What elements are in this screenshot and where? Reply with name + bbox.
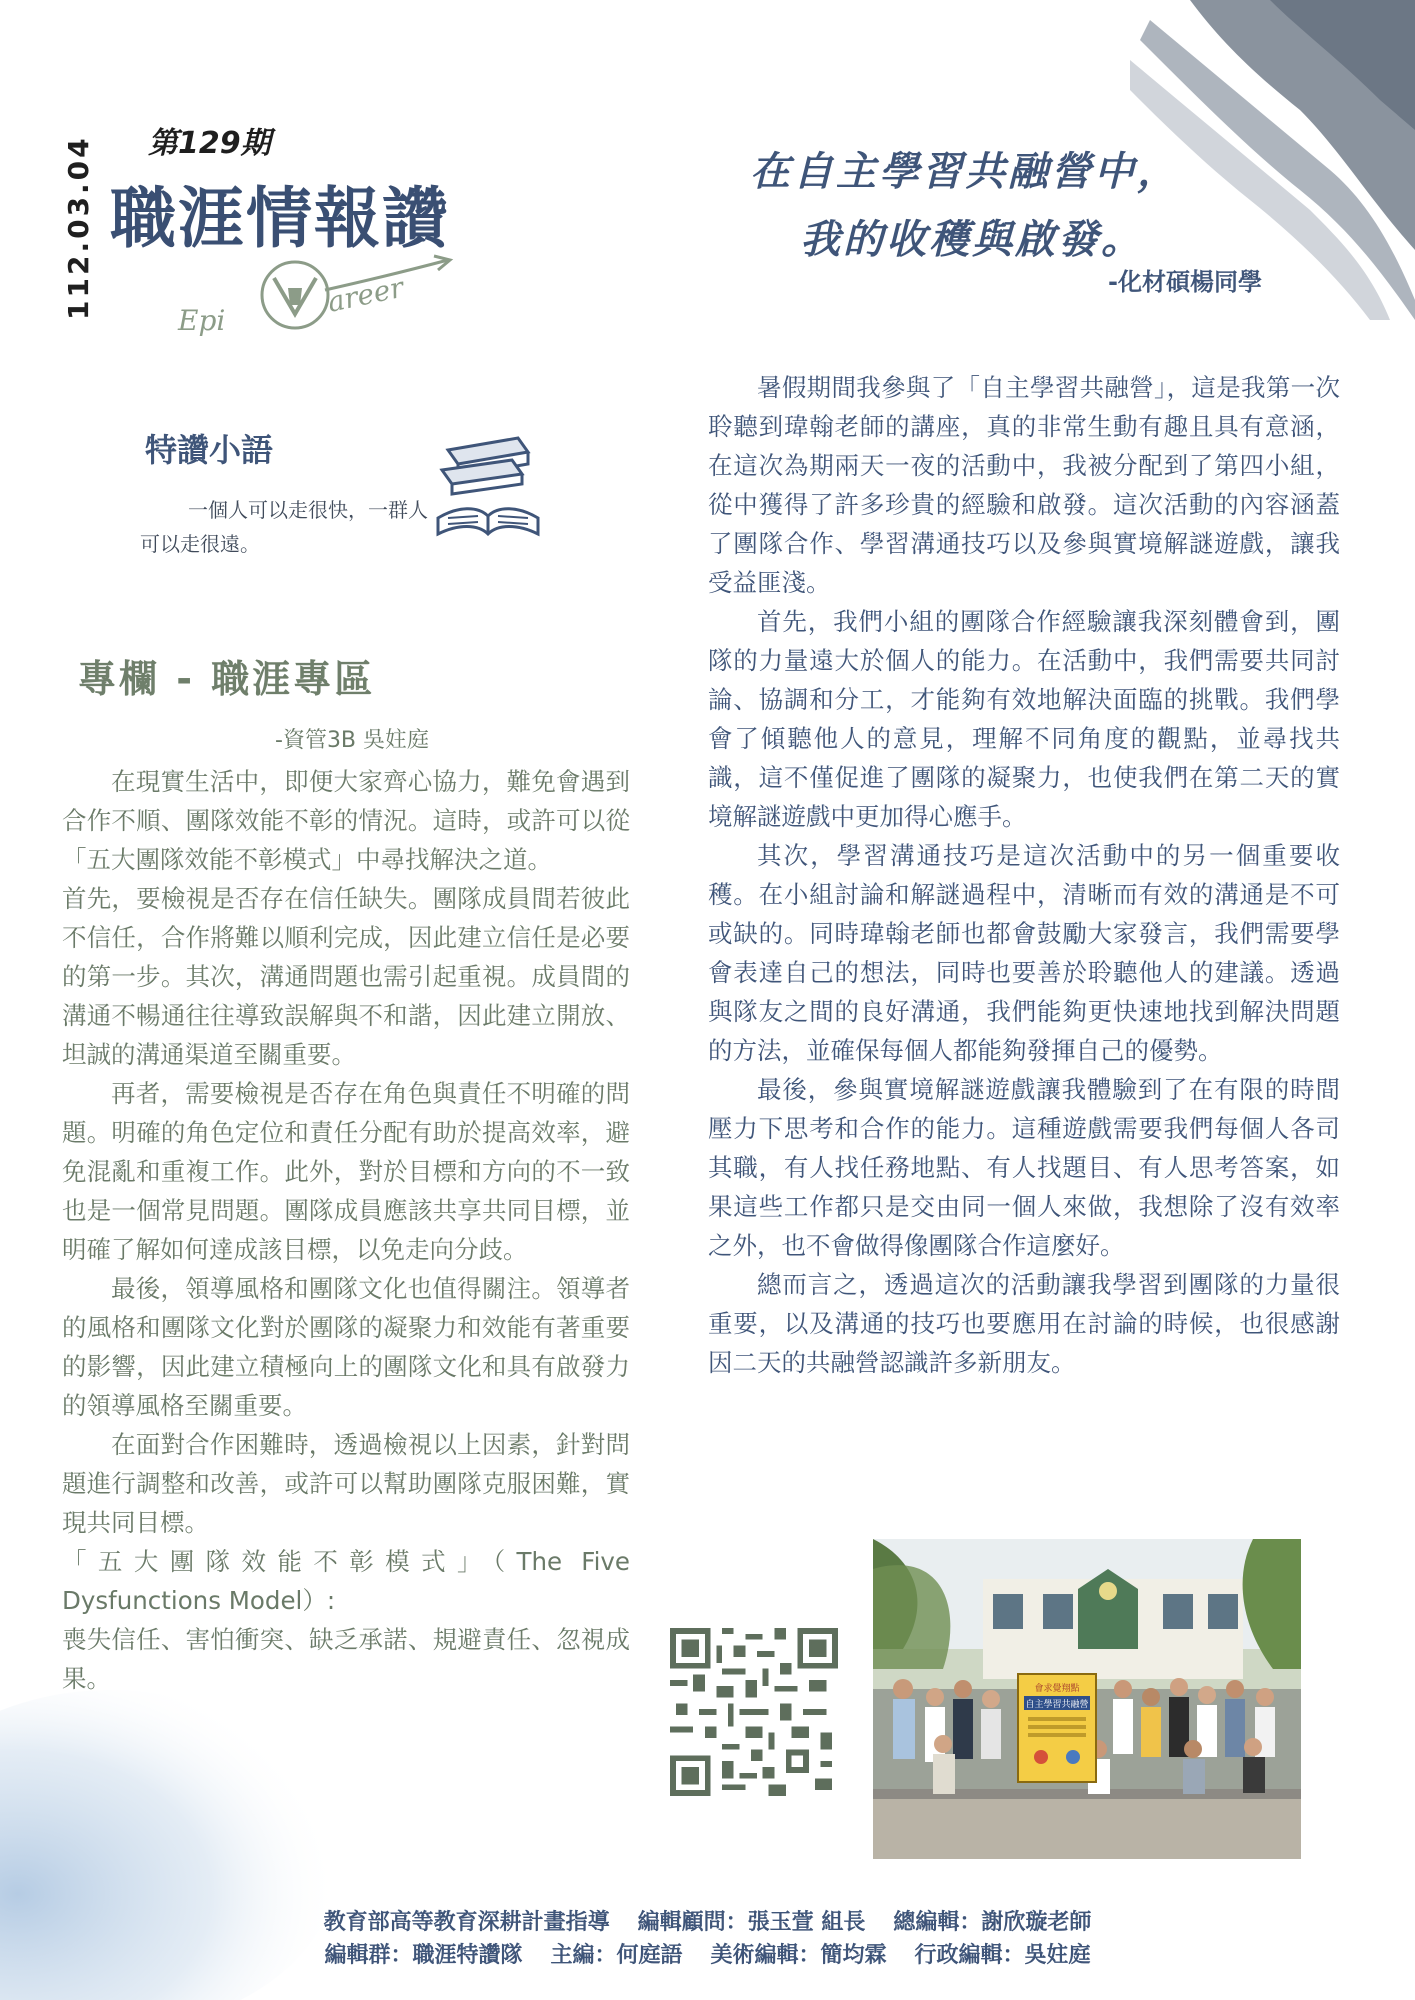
credit-item: 編輯群：職涯特讚隊	[324, 1943, 523, 1968]
column-paragraph: 喪失信任、害怕衝突、缺乏承諾、規避責任、忽視成果。	[62, 1625, 630, 1693]
article-paragraph: 其次，學習溝通技巧是這次活動中的另一個重要收穫。在小組討論和解謎過程中，清晰而有效的溝通是不可或缺的。同時瑋翰老師也都會鼓勵大家發言，我們需要學會表達自己的想法，同時也要善於聆聽他人的建議。透過與隊友之間的良好溝通，我們能夠更快速地找到解決問題的方法，並確保每個人都能夠發揮自己的優勢。	[708, 841, 1340, 1065]
svg-text:Epi: Epi	[178, 304, 226, 337]
issue-number: 第129期	[148, 126, 271, 161]
qr-code[interactable]	[670, 1628, 838, 1796]
column-paragraph: 最後，領導風格和團隊文化也值得關注。領導者的風格和團隊文化對於團隊的凝聚力和效能有著重要的影響，因此建立積極向上的團隊文化和具有啟發力的領導風格至關重要。	[62, 1274, 630, 1420]
credits-footer	[0, 1906, 1415, 1972]
svg-text:會求覺翔點: 會求覺翔點	[1034, 1684, 1080, 1694]
column-title: 專欄 - 職涯專區	[78, 657, 376, 701]
event-group-photo	[873, 1539, 1301, 1859]
svg-text:自主學習共融營: 自主學習共融營	[1025, 1700, 1089, 1710]
article-body	[708, 368, 1340, 1382]
article-author: -化材碩楊同學	[1108, 268, 1262, 296]
article-title-line2: 我的收穫與啟發。	[800, 217, 1144, 263]
column-paragraph: 在現實生活中，即便大家齊心協力，難免會遇到合作不順、團隊效能不彰的情況。這時，或許可以從「五大團隊效能不彰模式」中尋找解決之道。	[62, 767, 630, 874]
credit-item: 教育部高等教育深耕計畫指導	[323, 1910, 610, 1935]
credit-item: 主編：何庭語	[550, 1943, 683, 1968]
column-paragraph: 再者，需要檢視是否存在角色與責任不明確的問題。明確的角色定位和責任分配有助於提高效率，避免混亂和重複工作。此外，對於目標和方向的不一致也是一個常見問題。團隊成員應該共享共同目標，並明確了解如何達成該目標，以免走向分歧。	[62, 1079, 630, 1264]
books-icon	[428, 430, 546, 542]
issue-date: 112.03.04	[62, 135, 95, 320]
article-paragraph: 最後，參與實境解謎遊戲讓我體驗到了在有限的時間壓力下思考和合作的能力。這種遊戲需要我們每個人各司其職，有人找任務地點、有人找題目、有人思考答案，如果這些工作都只是交由同一個人來做，我想除了沒有效率之外，也不會做得像團隊合作這麼好。	[708, 1075, 1340, 1260]
tagline-text: 一個人可以走很快，一群人可以走很遠。	[140, 498, 428, 556]
column-byline: -資管3B 吳妵庭	[275, 728, 430, 753]
column-paragraph: 在面對合作困難時，透過檢視以上因素，針對問題進行調整和改善，或許可以幫助團隊克服困難，實現共同目標。	[62, 1430, 630, 1537]
newsletter-title: 職涯情報讚	[110, 180, 450, 257]
credit-item: 編輯顧問：張玉萱 組長	[637, 1910, 866, 1935]
svg-text:areer: areer	[324, 270, 407, 319]
article-paragraph: 暑假期間我參與了「自主學習共融營」，這是我第一次聆聽到瑋翰老師的講座，真的非常生動有趣且具有意涵，在這次為期兩天一夜的活動中，我被分配到了第四小組，從中獲得了許多珍貴的經驗和啟發。這次活動的內容涵蓋了團隊合作、學習溝通技巧以及參與實境解謎遊戲，讓我受益匪淺。	[708, 373, 1340, 597]
article-title-line1: 在自主學習共融營中，	[750, 149, 1180, 195]
credit-item: 總編輯：謝欣璇老師	[893, 1910, 1092, 1935]
event-sign	[1018, 1674, 1096, 1782]
credits-line-1	[0, 1906, 1415, 1939]
credit-item: 行政編輯：吳妵庭	[914, 1943, 1091, 1968]
credits-line-2	[0, 1939, 1415, 1972]
tagline-heading: 特讚小語	[145, 431, 274, 469]
column-paragraph: 首先，要檢視是否存在信任缺失。團隊成員間若彼此不信任，合作將難以順利完成，因此建立信任是必要的第一步。其次，溝通問題也需引起重視。成員間的溝通不暢通往往導致誤解與不和諧，因此建立開放、坦誠的溝通渠道至關重要。	[62, 884, 630, 1069]
credit-item: 美術編輯：簡均霖	[710, 1943, 887, 1968]
article-paragraph: 總而言之，透過這次的活動讓我學習到團隊的力量很重要，以及溝通的技巧也要應用在討論的時候，也很感謝因二天的共融營認識許多新朋友。	[708, 1270, 1340, 1377]
column-paragraph: 「五大團隊效能不彰模式」（The Five Dysfunctions Model）:	[62, 1547, 630, 1615]
column-body	[62, 762, 630, 1698]
epicareer-logo	[170, 250, 460, 360]
article-paragraph: 首先，我們小組的團隊合作經驗讓我深刻體會到，團隊的力量遠大於個人的能力。在活動中，我們需要共同討論、協調和分工，才能夠有效地解決面臨的挑戰。我們學會了傾聽他人的意見，理解不同角度的觀點，並尋找共識，這不僅促進了團隊的凝聚力，也使我們在第二天的實境解謎遊戲中更加得心應手。	[708, 607, 1340, 831]
